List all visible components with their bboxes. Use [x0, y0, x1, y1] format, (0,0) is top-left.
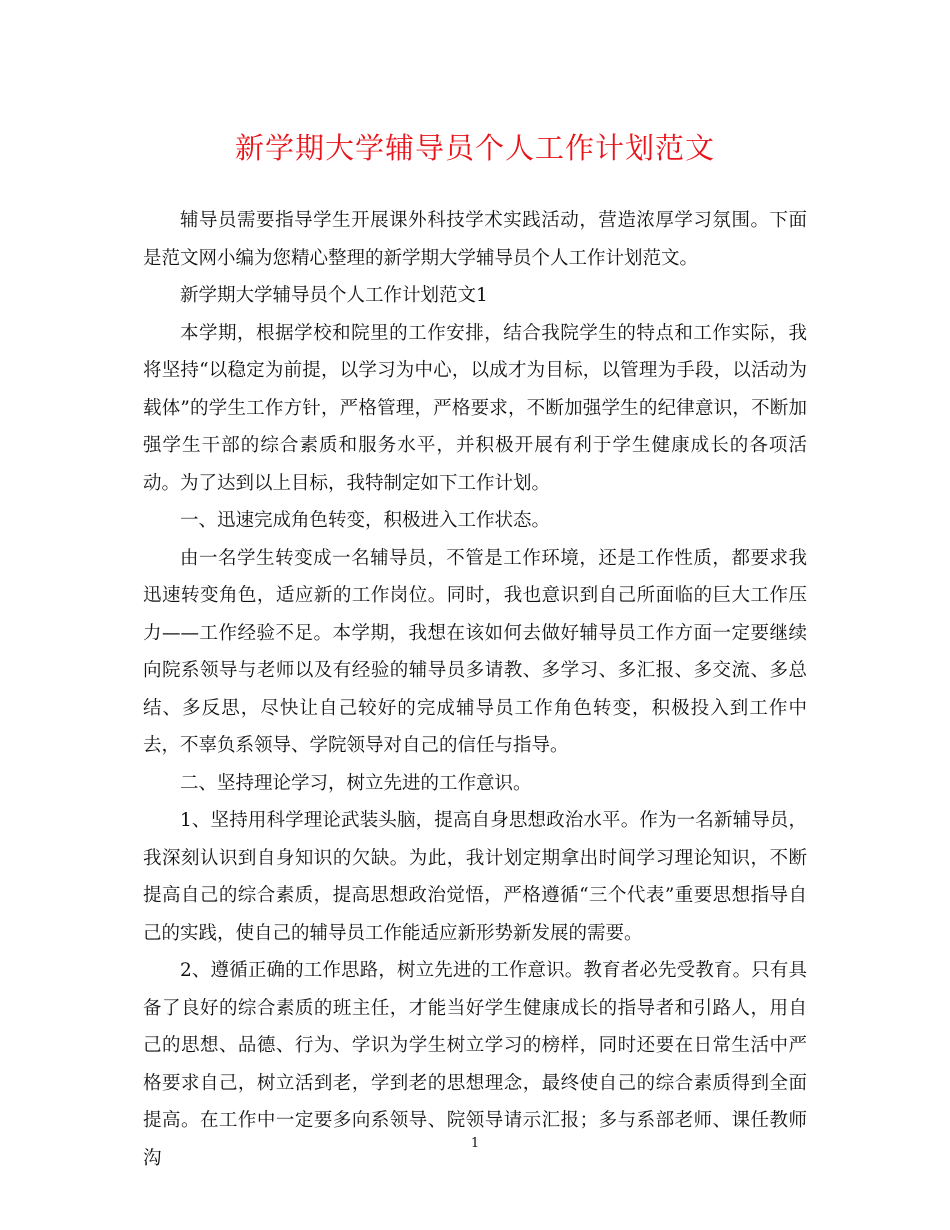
sample-heading: 新学期大学辅导员个人工作计划范文1	[180, 285, 488, 306]
document-title: 新学期大学辅导员个人工作计划范文	[234, 131, 715, 165]
section-heading-2: 二、坚持理论学习，树立先进的工作意识。	[180, 772, 532, 794]
body-paragraph: 2、遵循正确的工作思路，树立先进的工作意识。教育者必先受教育。只有具备了良好的综合素质的班主任，才能当好学生健康成长的指导者和引路人，用自己的思想、品德、行为、学识为学生树立学习的榜样，同时还要在日常生活中严格要求自己，树立活到老，学到老的思想理念，最终使自己的综合素质得到全面提高。在工作中一定要多向系领导、院领导请示汇报；多与系部老师、课任教师沟	[143, 960, 807, 1169]
document-body	[143, 202, 807, 1177]
intro-paragraph: 辅导员需要指导学生开展课外科技学术实践活动，营造浓厚学习氛围。下面是范文网小编为您精心整理的新学期大学辅导员个人工作计划范文。	[143, 210, 807, 269]
body-paragraph: 由一名学生转变成一名辅导员，不管是工作环境，还是工作性质，都要求我迅速转变角色，适应新的工作岗位。同时，我也意识到自己所面临的巨大工作压力——工作经验不足。本学期，我想在该如何去做好辅导员工作方面一定要继续向院系领导与老师以及有经验的辅导员多请教、多学习、多汇报、多交流、多总结、多反思，尽快让自己较好的完成辅导员工作角色转变，积极投入到工作中去，不辜负系领导、学院领导对自己的信任与指导。	[143, 547, 807, 756]
body-paragraph: 1、坚持用科学理论武装头脑，提高自身思想政治水平。作为一名新辅导员，我深刻认识到自身知识的欠缺。为此，我计划定期拿出时间学习理论知识，不断提高自己的综合素质，提高思想政治觉悟，严格遵循“三个代表”重要思想指导自己的实践，使自己的辅导员工作能适应新形势新发展的需要。	[143, 810, 807, 944]
section-heading-1: 一、迅速完成角色转变，积极进入工作状态。	[180, 510, 551, 531]
body-paragraph: 本学期，根据学校和院里的工作安排，结合我院学生的特点和工作实际，我将坚持“以稳定为前提，以学习为中心，以成才为目标，以管理为手段，以活动为载体”的学生工作方针，严格管理，严格要求，不断加强学生的纪律意识，不断加强学生干部的综合素质和服务水平，并积极开展有利于学生健康成长的各项活动。为了达到以上目标，我特制定如下工作计划。	[143, 322, 807, 494]
page-number: 1	[470, 1136, 480, 1151]
